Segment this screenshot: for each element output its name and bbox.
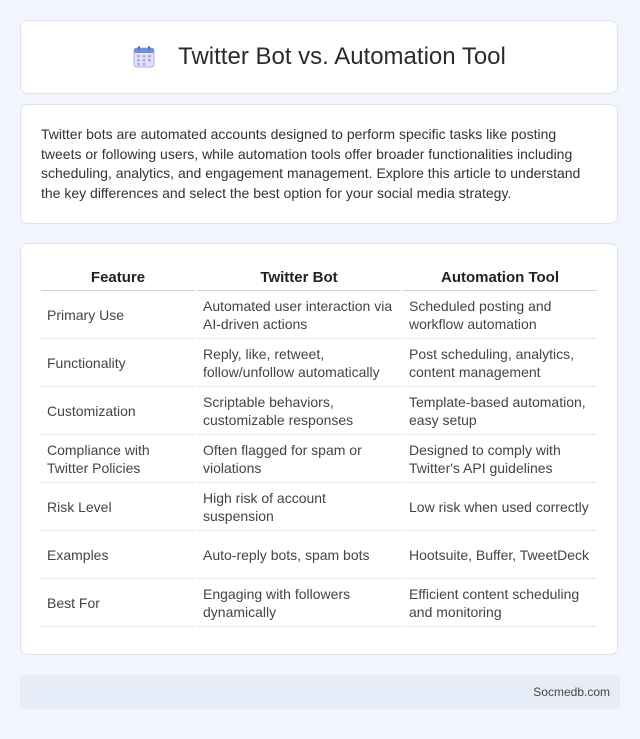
table-header-row xyxy=(41,266,597,291)
header-automation-tool: Automation Tool xyxy=(403,266,597,291)
table-row xyxy=(41,339,597,387)
feature-cell: Examples xyxy=(41,531,195,579)
comparison-table xyxy=(39,266,599,627)
title-card xyxy=(20,20,618,94)
calendar-icon xyxy=(132,45,156,69)
automation-tool-cell: Scheduled posting and workflow automation xyxy=(403,291,597,339)
twitter-bot-cell: Engaging with followers dynamically xyxy=(197,579,401,627)
comparison-table-card xyxy=(20,243,618,655)
feature-cell: Compliance with Twitter Policies xyxy=(41,435,195,483)
automation-tool-cell: Designed to comply with Twitter's API guidelines xyxy=(403,435,597,483)
twitter-bot-cell: Scriptable behaviors, customizable responses xyxy=(197,387,401,435)
automation-tool-cell: Efficient content scheduling and monitoring xyxy=(403,579,597,627)
feature-cell: Risk Level xyxy=(41,483,195,531)
automation-tool-cell: Post scheduling, analytics, content management xyxy=(403,339,597,387)
automation-tool-cell: Template-based automation, easy setup xyxy=(403,387,597,435)
feature-cell: Customization xyxy=(41,387,195,435)
twitter-bot-cell: Reply, like, retweet, follow/unfollow automatically xyxy=(197,339,401,387)
automation-tool-cell: Low risk when used correctly xyxy=(403,483,597,531)
table-row xyxy=(41,387,597,435)
intro-text: Twitter bots are automated accounts designed to perform specific tasks like posting tweets or following users, while automation tools offer broader functionalities including scheduling, analytics, and engagement management. Explore this article to understand the key differences and select the best option for your social media strategy. xyxy=(41,126,581,201)
footer-site-link[interactable]: Socmedb.com xyxy=(533,685,610,699)
table-row xyxy=(41,579,597,627)
intro-card xyxy=(20,104,618,224)
automation-tool-cell: Hootsuite, Buffer, TweetDeck xyxy=(403,531,597,579)
table-row xyxy=(41,435,597,483)
twitter-bot-cell: High risk of account suspension xyxy=(197,483,401,531)
table-row xyxy=(41,483,597,531)
header-twitter-bot: Twitter Bot xyxy=(197,266,401,291)
footer-bar xyxy=(20,675,620,709)
table-row xyxy=(41,291,597,339)
page-title: Twitter Bot vs. Automation Tool xyxy=(178,43,506,70)
twitter-bot-cell: Often flagged for spam or violations xyxy=(197,435,401,483)
feature-cell: Best For xyxy=(41,579,195,627)
feature-cell: Primary Use xyxy=(41,291,195,339)
twitter-bot-cell: Auto-reply bots, spam bots xyxy=(197,531,401,579)
feature-cell: Functionality xyxy=(41,339,195,387)
table-row xyxy=(41,531,597,579)
twitter-bot-cell: Automated user interaction via AI-driven actions xyxy=(197,291,401,339)
header-feature: Feature xyxy=(41,266,195,291)
